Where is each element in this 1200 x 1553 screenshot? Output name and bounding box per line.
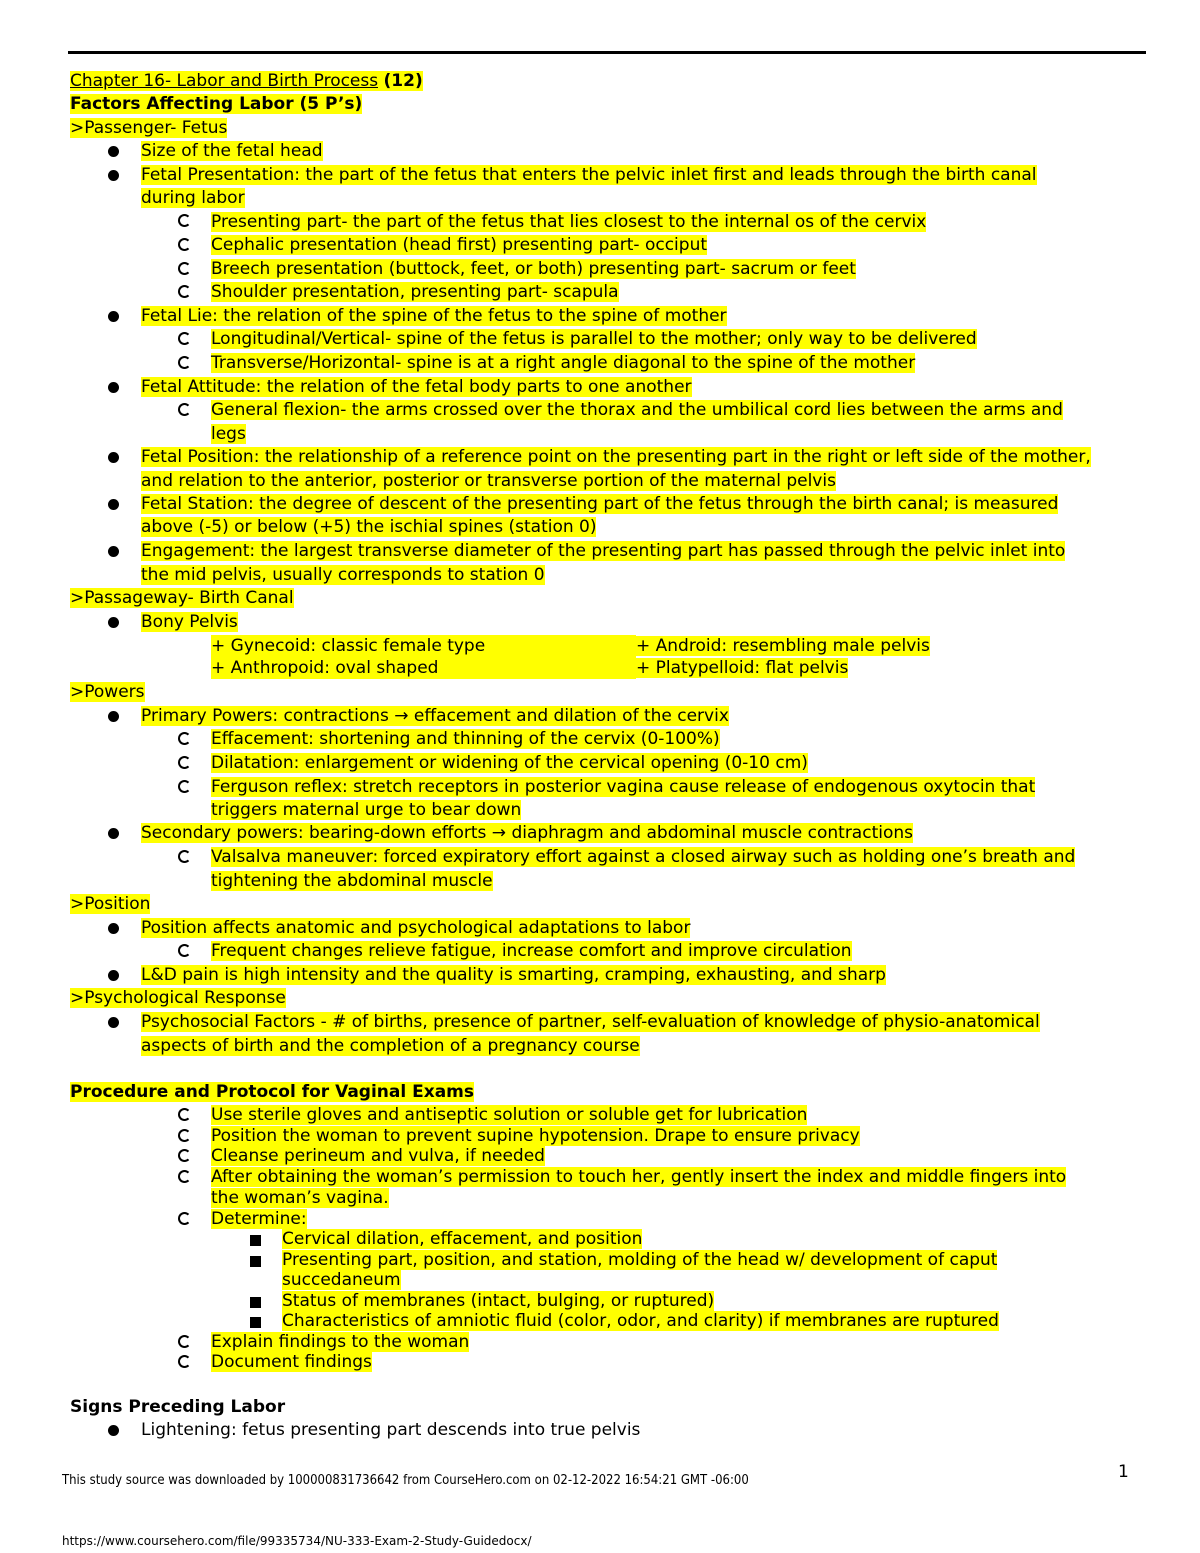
bullet-icon xyxy=(108,377,119,399)
passenger-b6-l2: above (-5) or below (+5) the ischial spines (station 0) xyxy=(141,517,597,537)
passenger-b2-l2: during labor xyxy=(141,188,245,208)
psych-heading: >Psychological Response xyxy=(70,988,286,1008)
vaginal-s4-l1: After obtaining the woman’s permission to touch her, gently insert the index and middle fingers into xyxy=(211,1167,1067,1187)
vaginal-s4-l2: the woman’s vagina. xyxy=(211,1188,389,1208)
circle-bullet-icon xyxy=(178,729,191,751)
passenger-b4-s1-l2: legs xyxy=(211,424,246,444)
download-source-notice: This study source was downloaded by 100000831736642 from CourseHero.com on 02-12-2022 16:54:21 GMT -06:00 xyxy=(62,1473,749,1488)
page-number: 1 xyxy=(1118,1462,1129,1482)
passenger-b7-l2: the mid pelvis, usually corresponds to station 0 xyxy=(141,565,545,585)
circle-bullet-icon xyxy=(178,235,191,257)
passenger-b4: Fetal Attitude: the relation of the fetal body parts to one another xyxy=(141,377,692,397)
powers-b1-s1: Effacement: shortening and thinning of the cervix (0-100%) xyxy=(211,729,720,749)
powers-b2: Secondary powers: bearing-down efforts → diaphragm and abdominal muscle contractions xyxy=(141,823,913,843)
passenger-b4-s1-l1: General flexion- the arms crossed over the thorax and the umbilical cord lies between the arms and xyxy=(211,400,1063,420)
circle-bullet-icon xyxy=(178,1105,191,1127)
psych-b1-l2: aspects of birth and the completion of a pregnancy course xyxy=(141,1036,640,1056)
bullet-icon xyxy=(108,823,119,845)
circle-bullet-icon xyxy=(178,777,191,799)
circle-bullet-icon xyxy=(178,1146,191,1168)
bullet-icon xyxy=(108,141,119,163)
passenger-heading: >Passenger- Fetus xyxy=(70,118,228,138)
circle-bullet-icon xyxy=(178,282,191,304)
signs-heading: Signs Preceding Labor xyxy=(70,1397,286,1417)
square-bullet-icon xyxy=(250,1251,261,1273)
circle-bullet-icon xyxy=(178,1167,191,1189)
circle-bullet-icon xyxy=(178,941,191,963)
powers-b2-s1-l2: tightening the abdominal muscle xyxy=(211,871,493,891)
pelvis-type-platypelloid: + Platypelloid: flat pelvis xyxy=(636,658,849,678)
bullet-icon xyxy=(108,541,119,563)
passenger-b2-s1: Presenting part- the part of the fetus that lies closest to the internal os of the cervix xyxy=(211,212,927,232)
passenger-b3-s2: Transverse/Horizontal- spine is at a right angle diagonal to the spine of the mother xyxy=(211,353,916,373)
bullet-icon xyxy=(108,494,119,516)
circle-bullet-icon xyxy=(178,1209,191,1231)
vaginal-s6: Explain findings to the woman xyxy=(211,1332,470,1352)
top-rule xyxy=(68,51,1146,54)
square-bullet-icon xyxy=(250,1292,261,1314)
passenger-b5-l2: and relation to the anterior, posterior or transverse portion of the maternal pelvis xyxy=(141,471,836,491)
bullet-icon xyxy=(108,965,119,987)
passenger-b3: Fetal Lie: the relation of the spine of the fetus to the spine of mother xyxy=(141,306,727,326)
passenger-b6-l1: Fetal Station: the degree of descent of the presenting part of the fetus through the birth canal; is measured xyxy=(141,494,1059,514)
position-b1-s1: Frequent changes relieve fatigue, increase comfort and improve circulation xyxy=(211,941,852,961)
passenger-b3-s1: Longitudinal/Vertical- spine of the fetus is parallel to the mother; only way to be delivered xyxy=(211,329,977,349)
vaginal-d2-l2: succedaneum xyxy=(282,1270,401,1290)
passenger-b2-s2: Cephalic presentation (head first) presenting part- occiput xyxy=(211,235,708,255)
vaginal-s1: Use sterile gloves and antiseptic solution or soluble get for lubrication xyxy=(211,1105,808,1125)
passageway-heading: >Passageway- Birth Canal xyxy=(70,588,294,608)
square-bullet-icon xyxy=(250,1230,261,1252)
passenger-b2-l1: Fetal Presentation: the part of the fetus that enters the pelvic inlet first and leads through the birth canal xyxy=(141,165,1037,185)
chapter-title-line xyxy=(70,70,423,92)
bullet-icon xyxy=(108,1012,119,1034)
powers-b1-s2: Dilatation: enlargement or widening of the cervical opening (0-10 cm) xyxy=(211,753,808,773)
chapter-count: (12) xyxy=(383,71,423,91)
bullet-icon xyxy=(108,612,119,634)
pelvis-type-android: + Android: resembling male pelvis xyxy=(636,636,930,656)
circle-bullet-icon xyxy=(178,400,191,422)
position-b2: L&D pain is high intensity and the quality is smarting, cramping, exhausting, and sharp xyxy=(141,965,886,985)
psych-b1-l1: Psychosocial Factors - # of births, presence of partner, self-evaluation of knowledge of physio-anatomical xyxy=(141,1012,1040,1032)
bullet-icon xyxy=(108,1420,119,1442)
bullet-icon xyxy=(108,165,119,187)
powers-b1: Primary Powers: contractions → effacement and dilation of the cervix xyxy=(141,706,729,726)
signs-b1: Lightening: fetus presenting part descends into true pelvis xyxy=(141,1420,641,1440)
position-heading: >Position xyxy=(70,894,151,914)
bullet-icon xyxy=(108,918,119,940)
passenger-b1: Size of the fetal head xyxy=(141,141,323,161)
circle-bullet-icon xyxy=(178,753,191,775)
bullet-icon xyxy=(108,706,119,728)
factors-heading: Factors Affecting Labor (5 P’s) xyxy=(70,94,363,114)
powers-heading: >Powers xyxy=(70,682,145,702)
passenger-b5-l1: Fetal Position: the relationship of a reference point on the presenting part in the right or left side of the mother, xyxy=(141,447,1091,467)
source-url[interactable]: https://www.coursehero.com/file/99335734/NU-333-Exam-2-Study-Guidedocx/ xyxy=(62,1534,532,1548)
passenger-b2-s4: Shoulder presentation, presenting part- scapula xyxy=(211,282,619,302)
vaginal-s3: Cleanse perineum and vulva, if needed xyxy=(211,1146,545,1166)
bullet-icon xyxy=(108,447,119,469)
circle-bullet-icon xyxy=(178,1126,191,1148)
powers-b2-s1-l1: Valsalva maneuver: forced expiratory effort against a closed airway such as holding one’s breath and xyxy=(211,847,1076,867)
vaginal-heading: Procedure and Protocol for Vaginal Exams xyxy=(70,1082,474,1102)
position-b1: Position affects anatomic and psychological adaptations to labor xyxy=(141,918,691,938)
circle-bullet-icon xyxy=(178,211,191,233)
circle-bullet-icon xyxy=(178,353,191,375)
passageway-b1: Bony Pelvis xyxy=(141,612,238,632)
circle-bullet-icon xyxy=(178,259,191,281)
vaginal-d3: Status of membranes (intact, bulging, or ruptured) xyxy=(282,1291,715,1311)
vaginal-s7: Document findings xyxy=(211,1352,372,1372)
passenger-b2-s3: Breech presentation (buttock, feet, or both) presenting part- sacrum or feet xyxy=(211,259,856,279)
pelvis-type-anthropoid: + Anthropoid: oval shaped xyxy=(211,657,636,679)
vaginal-s2: Position the woman to prevent supine hypotension. Drape to ensure privacy xyxy=(211,1126,860,1146)
vaginal-s5: Determine: xyxy=(211,1209,307,1229)
circle-bullet-icon xyxy=(178,1352,191,1374)
circle-bullet-icon xyxy=(178,847,191,869)
circle-bullet-icon xyxy=(178,329,191,351)
vaginal-d2-l1: Presenting part, position, and station, molding of the head w/ development of caput xyxy=(282,1250,998,1270)
vaginal-d4: Characteristics of amniotic fluid (color, odor, and clarity) if membranes are ruptured xyxy=(282,1311,999,1331)
chapter-title: Chapter 16- Labor and Birth Process xyxy=(70,71,379,91)
powers-b1-s3-l1: Ferguson reflex: stretch receptors in posterior vagina cause release of endogenous oxytocin that xyxy=(211,777,1036,797)
vaginal-d1: Cervical dilation, effacement, and position xyxy=(282,1229,643,1249)
powers-b1-s3-l2: triggers maternal urge to bear down xyxy=(211,800,522,820)
circle-bullet-icon xyxy=(178,1332,191,1354)
passenger-b7-l1: Engagement: the largest transverse diameter of the presenting part has passed through the pelvic inlet into xyxy=(141,541,1066,561)
bullet-icon xyxy=(108,306,119,328)
pelvis-type-gynecoid: + Gynecoid: classic female type xyxy=(211,635,636,657)
